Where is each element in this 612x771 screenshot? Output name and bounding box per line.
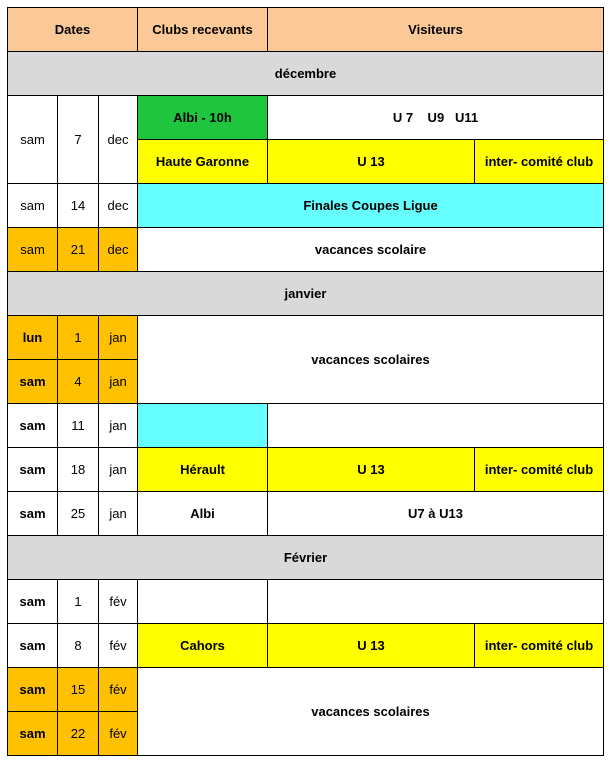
visitors-cell-empty [268,404,604,448]
month-label: Février [8,536,604,580]
table-row [8,624,604,668]
date-number-cell: 4 [58,360,99,404]
month-abbrev-cell: jan [99,448,138,492]
date-number-cell: 18 [58,448,99,492]
day-cell: sam [8,228,58,272]
event-cell: vacances scolaire [138,228,604,272]
category-cell: U 13 [268,624,475,668]
month-abbrev-cell: dec [99,228,138,272]
visitors-cell-empty [268,580,604,624]
day-cell: sam [8,492,58,536]
date-number-cell: 25 [58,492,99,536]
event-cell: vacances scolaires [138,668,604,756]
day-cell: sam [8,184,58,228]
header-visitors: Visiteurs [268,8,604,52]
month-row-february [8,536,604,580]
category-cell: U 13 [268,140,475,184]
competition-cell: inter- comité club [475,140,604,184]
date-number-cell: 22 [58,712,99,756]
table-row [8,404,604,448]
month-abbrev-cell: jan [99,360,138,404]
header-dates: Dates [8,8,138,52]
table-row [8,96,604,140]
month-label: décembre [8,52,604,96]
date-number-cell: 1 [58,316,99,360]
table-row [8,184,604,228]
day-cell: sam [8,712,58,756]
month-abbrev-cell: jan [99,404,138,448]
competition-cell: inter- comité club [475,448,604,492]
table-row [8,668,604,712]
table-row [8,492,604,536]
month-abbrev-cell: jan [99,492,138,536]
club-cell: Albi - 10h [138,96,268,140]
date-number-cell: 11 [58,404,99,448]
table-row [8,580,604,624]
date-number-cell: 15 [58,668,99,712]
date-number-cell: 8 [58,624,99,668]
date-number-cell: 1 [58,580,99,624]
month-abbrev-cell: fév [99,712,138,756]
month-abbrev-cell: dec [99,184,138,228]
competition-cell: inter- comité club [475,624,604,668]
schedule-table [7,7,604,756]
table-row [8,228,604,272]
month-abbrev-cell: fév [99,624,138,668]
day-cell: sam [8,668,58,712]
day-cell: sam [8,580,58,624]
date-number-cell: 14 [58,184,99,228]
day-cell: lun [8,316,58,360]
club-cell: Cahors [138,624,268,668]
month-label: janvier [8,272,604,316]
category-cell: U 13 [268,448,475,492]
club-cell-empty [138,580,268,624]
header-clubs: Clubs recevants [138,8,268,52]
date-number-cell: 7 [58,96,99,184]
day-cell: sam [8,404,58,448]
month-row-december [8,52,604,96]
visitors-cell: U7 à U13 [268,492,604,536]
club-cell: Hérault [138,448,268,492]
month-abbrev-cell: fév [99,668,138,712]
club-cell-empty [138,404,268,448]
month-row-january [8,272,604,316]
day-cell: sam [8,624,58,668]
day-cell: sam [8,360,58,404]
month-abbrev-cell: dec [99,96,138,184]
visitors-cell: U 7 U9 U11 [268,96,604,140]
club-cell: Albi [138,492,268,536]
table-row [8,316,604,360]
day-cell: sam [8,96,58,184]
date-number-cell: 21 [58,228,99,272]
club-cell: Haute Garonne [138,140,268,184]
header-row [8,8,604,52]
month-abbrev-cell: fév [99,580,138,624]
table-row [8,448,604,492]
event-cell: vacances scolaires [138,316,604,404]
month-abbrev-cell: jan [99,316,138,360]
event-cell: Finales Coupes Ligue [138,184,604,228]
day-cell: sam [8,448,58,492]
